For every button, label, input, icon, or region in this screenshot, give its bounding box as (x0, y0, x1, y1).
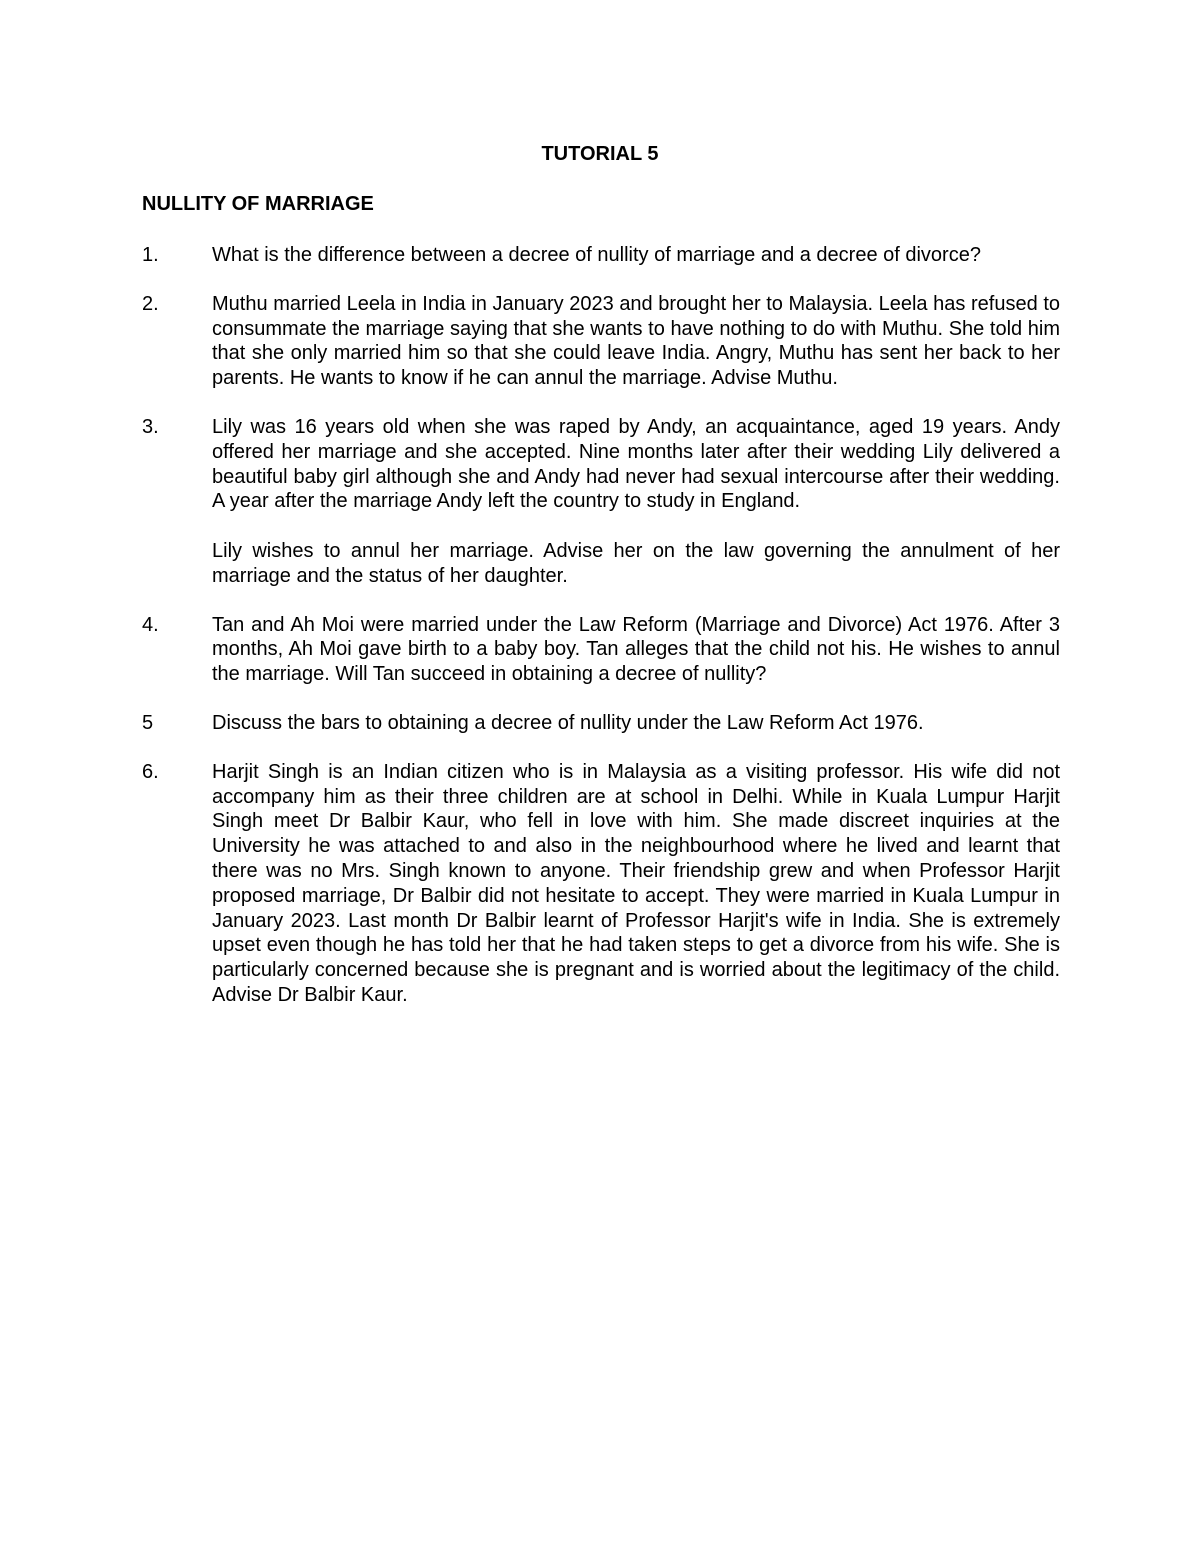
question-text (212, 613, 1060, 687)
question-item-6 (142, 760, 1060, 1008)
question-paragraph: Lily wishes to annul her marriage. Advise her on the law governing the annulment of her marriage and the status of her daughter. (212, 539, 1060, 587)
question-number: 3. (142, 415, 159, 438)
question-text (212, 711, 1060, 736)
question-text (212, 415, 1060, 589)
question-paragraph: What is the difference between a decree of nullity of marriage and a decree of divorce? (212, 244, 981, 266)
question-text (212, 760, 1060, 1008)
question-item-4 (142, 613, 1060, 687)
question-item-3 (142, 415, 1060, 589)
question-list (142, 243, 1060, 1032)
question-item-1 (142, 243, 1060, 268)
question-number: 1. (142, 244, 159, 266)
question-paragraph: Harjit Singh is an Indian citizen who is in Malaysia as a visiting professor. His wife did not accompany him as their three children are at school in Delhi. While in Kuala Lumpur Harjit Singh meet Dr Balbir Kaur, who fell in love with him. She made discreet inquiries at the University he was attached to and also in the neighbourhood where he lived and learnt that there was no Mrs. Singh known to anyone. Their friendship grew and when Professor Harjit proposed marriage, Dr Balbir did not hesitate to accept. They were married in Kuala Lumpur in January 2023. Last month Dr Balbir learnt of Professor Harjit's wife in India. She is extremely upset even though he has told her that he had taken steps to get a divorce from his wife. She is particularly concerned because she is pregnant and is worried about the legitimacy of the child. Advise Dr Balbir Kaur. (212, 760, 1060, 1006)
question-paragraph: Lily was 16 years old when she was raped by Andy, an acquaintance, aged 19 years. Andy offered her marriage and she accepted. Nine months later after their wedding Lily delivered a beautiful baby girl although she and Andy had never had sexual intercourse after their wedding. A year after the marriage Andy left the country to study in England. (212, 415, 1060, 513)
question-item-5 (142, 711, 1060, 736)
section-heading: NULLITY OF MARRIAGE (142, 193, 374, 215)
question-paragraph: Tan and Ah Moi were married under the Law Reform (Marriage and Divorce) Act 1976. After 3 months, Ah Moi gave birth to a baby boy. Tan alleges that the child not his. He wishes to annul the marriage. Will Tan succeed in obtaining a decree of nullity? (212, 613, 1060, 686)
question-number: 2. (142, 292, 159, 315)
question-number: 4. (142, 613, 159, 636)
question-text (212, 292, 1060, 391)
question-text (212, 243, 1060, 268)
question-number: 6. (142, 760, 159, 783)
question-paragraph: Discuss the bars to obtaining a decree of nullity under the Law Reform Act 1976. (212, 711, 924, 734)
question-number: 5 (142, 711, 154, 734)
question-item-2 (142, 292, 1060, 391)
document-title: TUTORIAL 5 (541, 143, 659, 165)
question-paragraph: Muthu married Leela in India in January 2023 and brought her to Malaysia. Leela has refused to consummate the marriage saying that she wants to have nothing to do with Muthu. She told him that she only married him so that she could leave India. Angry, Muthu has sent her back to her parents. He wants to know if he can annul the marriage. Advise Muthu. (212, 292, 1060, 390)
